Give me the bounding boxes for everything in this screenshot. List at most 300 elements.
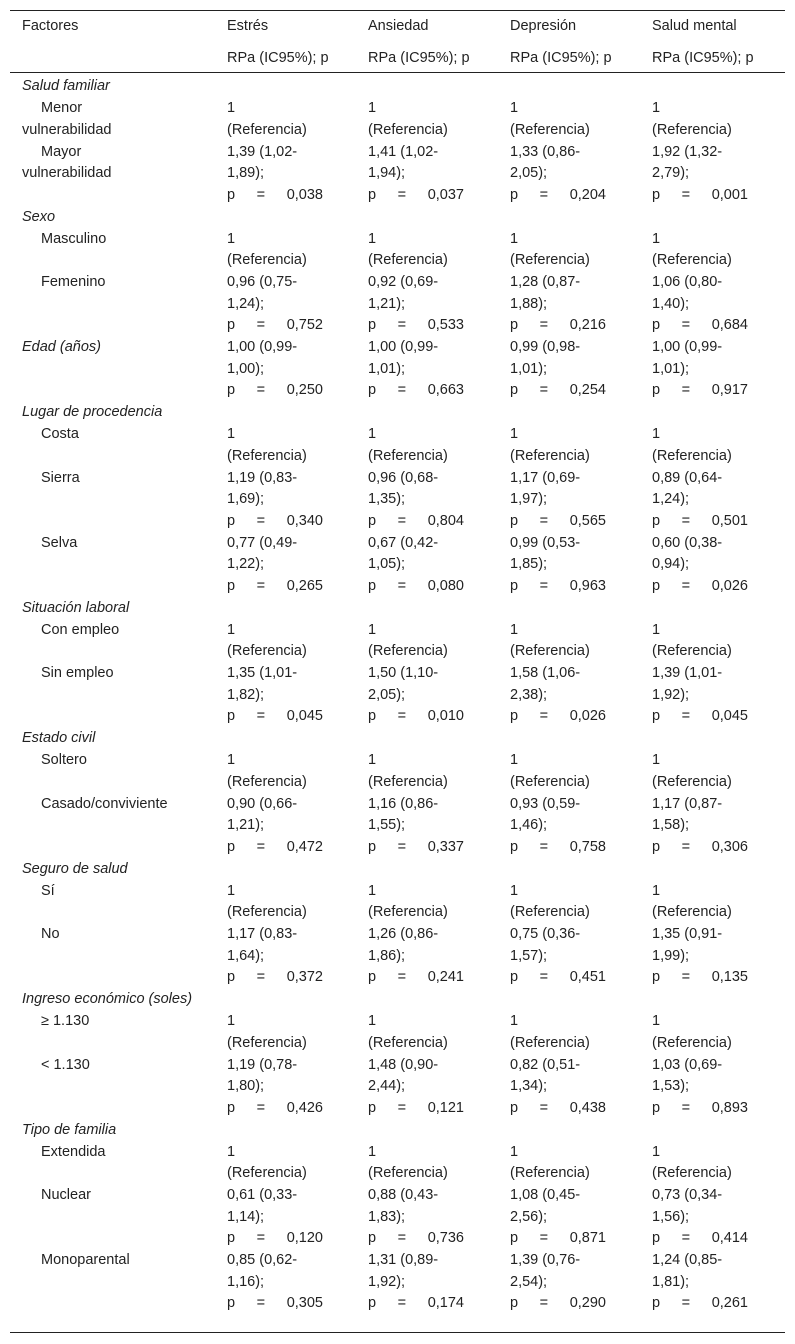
cell-depresion: 0,99 (0,98- (510, 339, 581, 355)
p-value (652, 380, 748, 402)
p-value (510, 1228, 606, 1250)
p-symbol: p (227, 969, 236, 985)
row-group-label: Lugar de procedencia (22, 404, 163, 420)
p-symbol: p (510, 317, 519, 333)
p-symbol: p (227, 577, 236, 594)
p-number: 0,501 (711, 512, 748, 529)
p-equals: = (397, 969, 407, 985)
cell-estres: 1,17 (0,83- (227, 926, 298, 942)
row-label: Nuclear (41, 1187, 91, 1203)
cell-salud-mental: 1,35 (0,91- (652, 926, 723, 942)
p-number: 0,893 (711, 1099, 748, 1116)
cell-estres: 1 (227, 426, 236, 442)
cell-depresion: 2,54); (510, 1273, 548, 1290)
p-value (652, 1098, 748, 1120)
cell-estres: 1 (227, 752, 236, 768)
p-value (652, 511, 748, 533)
row-group-label: Salud familiar (22, 78, 110, 94)
cell-depresion: 1,08 (0,45- (510, 1187, 581, 1203)
row-label: vulnerabilidad (22, 121, 112, 138)
p-equals: = (397, 838, 407, 855)
cell-depresion: (Referencia) (510, 773, 590, 790)
p-equals: = (681, 1295, 691, 1311)
p-equals: = (256, 838, 266, 855)
p-number: 0,963 (569, 577, 606, 594)
p-equals: = (539, 1295, 549, 1311)
p-equals: = (539, 1099, 549, 1116)
cell-ansiedad: 1,16 (0,86- (368, 795, 439, 812)
cell-depresion: 1 (510, 621, 519, 638)
cell-estres: (Referencia) (227, 904, 307, 920)
row-label: Sí (41, 882, 55, 899)
cell-ansiedad: (Referencia) (368, 1034, 448, 1051)
cell-depresion: 0,99 (0,53- (510, 534, 581, 551)
p-symbol: p (652, 577, 661, 594)
cell-estres: 0,77 (0,49- (227, 534, 298, 551)
p-value (227, 967, 323, 989)
p-equals: = (681, 1099, 691, 1116)
p-number: 0,752 (286, 317, 323, 333)
row-label: Sin empleo (41, 665, 114, 681)
p-number: 0,026 (711, 577, 748, 594)
row-group-label: Sexo (22, 208, 56, 225)
p-symbol: p (368, 1099, 377, 1116)
row-group-label: Situación laboral (22, 599, 130, 616)
p-number: 0,758 (569, 838, 606, 855)
p-equals: = (397, 1099, 407, 1116)
cell-salud-mental: 1 (652, 100, 661, 116)
cell-depresion: 1,01); (510, 360, 548, 377)
p-number: 0,038 (286, 186, 323, 203)
p-equals: = (539, 969, 549, 985)
p-symbol: p (227, 1099, 236, 1116)
p-symbol: p (652, 838, 661, 855)
cell-salud-mental: 1 (652, 230, 661, 247)
row-group-label: Estado civil (22, 730, 96, 746)
p-value (368, 185, 464, 207)
p-number: 0,340 (286, 512, 323, 529)
p-value (652, 837, 748, 859)
cell-ansiedad: 1 (368, 1143, 377, 1160)
cell-salud-mental: 1,56); (652, 1208, 690, 1225)
cell-salud-mental: 1 (652, 1013, 661, 1029)
p-equals: = (681, 382, 691, 398)
p-equals: = (256, 1230, 266, 1246)
p-number: 0,080 (427, 577, 464, 594)
cell-estres: 1,21); (227, 817, 265, 833)
cell-salud-mental: 1,00 (0,99- (652, 339, 723, 355)
cell-salud-mental: 1,81); (652, 1273, 690, 1290)
cell-salud-mental: 2,79); (652, 165, 690, 181)
top-rule (10, 10, 785, 11)
cell-ansiedad: 1 (368, 752, 377, 768)
cell-estres: 1,69); (227, 491, 265, 507)
p-number: 0,451 (569, 969, 606, 985)
cell-ansiedad: 1 (368, 882, 377, 899)
cell-estres: 1 (227, 1143, 236, 1160)
header-rule (10, 72, 785, 73)
subheader-ansiedad: RPa (IC95%); p (368, 50, 470, 66)
header-salud-mental: Salud mental (652, 18, 737, 34)
p-number: 0,290 (569, 1295, 606, 1311)
p-symbol: p (652, 512, 661, 529)
p-number: 0,684 (711, 317, 748, 333)
cell-estres: 1 (227, 621, 236, 638)
p-symbol: p (510, 1295, 519, 1311)
p-value (368, 1293, 464, 1315)
cell-estres: 1,80); (227, 1078, 265, 1094)
p-number: 0,426 (286, 1099, 323, 1116)
cell-ansiedad: (Referencia) (368, 447, 448, 464)
p-symbol: p (510, 969, 519, 985)
cell-salud-mental: 1 (652, 752, 661, 768)
p-value (227, 576, 323, 598)
header-factores: Factores (22, 18, 79, 34)
row-label: No (41, 926, 60, 942)
cell-depresion: 1,57); (510, 947, 548, 964)
p-value (652, 1228, 748, 1250)
p-symbol: p (652, 1099, 661, 1116)
p-value (510, 511, 606, 533)
cell-salud-mental: 1,39 (1,01- (652, 665, 723, 681)
row-label: Extendida (41, 1143, 106, 1160)
cell-depresion: (Referencia) (510, 904, 590, 920)
p-symbol: p (227, 1230, 236, 1246)
row-label: Edad (años) (22, 339, 101, 355)
cell-salud-mental: (Referencia) (652, 121, 732, 138)
cell-depresion: 1,97); (510, 491, 548, 507)
cell-ansiedad: 1,00 (0,99- (368, 339, 439, 355)
cell-ansiedad: 0,92 (0,69- (368, 274, 439, 290)
p-symbol: p (227, 186, 236, 203)
cell-salud-mental: 1,99); (652, 947, 690, 964)
p-number: 0,120 (286, 1230, 323, 1246)
p-symbol: p (652, 969, 661, 985)
p-value (368, 1228, 464, 1250)
p-symbol: p (227, 1295, 236, 1311)
cell-salud-mental: 1,03 (0,69- (652, 1056, 723, 1073)
p-symbol: p (368, 969, 377, 985)
cell-ansiedad: 1,01); (368, 360, 406, 377)
row-label: Selva (41, 534, 78, 551)
cell-ansiedad: 2,05); (368, 686, 406, 703)
p-equals: = (539, 577, 549, 594)
cell-salud-mental: 1,58); (652, 817, 690, 833)
p-value (510, 967, 606, 989)
p-symbol: p (368, 577, 377, 594)
p-value (227, 706, 323, 728)
p-symbol: p (368, 512, 377, 529)
cell-salud-mental: 1,53); (652, 1078, 690, 1094)
cell-salud-mental: 1,01); (652, 360, 690, 377)
p-equals: = (539, 317, 549, 333)
p-value (652, 185, 748, 207)
p-number: 0,438 (569, 1099, 606, 1116)
cell-ansiedad: 1,05); (368, 556, 406, 572)
p-number: 0,250 (286, 382, 323, 398)
p-number: 0,804 (427, 512, 464, 529)
row-label: Menor (41, 100, 83, 116)
cell-estres: 1,19 (0,78- (227, 1056, 298, 1073)
cell-estres: 1,00 (0,99- (227, 339, 298, 355)
p-number: 0,174 (427, 1295, 464, 1311)
cell-depresion: (Referencia) (510, 121, 590, 138)
p-equals: = (539, 512, 549, 529)
p-number: 0,663 (427, 382, 464, 398)
p-symbol: p (368, 708, 377, 724)
cell-depresion: (Referencia) (510, 1165, 590, 1181)
cell-estres: 0,61 (0,33- (227, 1187, 298, 1203)
p-value (368, 315, 464, 337)
p-equals: = (256, 969, 266, 985)
cell-salud-mental: (Referencia) (652, 1034, 732, 1051)
row-label: Mayor (41, 143, 82, 160)
cell-ansiedad: (Referencia) (368, 252, 448, 268)
row-label: Casado/conviviente (41, 795, 168, 812)
p-value (510, 380, 606, 402)
p-symbol: p (652, 1295, 661, 1311)
subheader-salud-mental: RPa (IC95%); p (652, 50, 754, 66)
cell-estres: (Referencia) (227, 1165, 307, 1181)
cell-ansiedad: (Referencia) (368, 773, 448, 790)
p-equals: = (256, 708, 266, 724)
cell-ansiedad: 0,96 (0,68- (368, 469, 439, 486)
cell-depresion: 2,56); (510, 1208, 548, 1225)
p-value (368, 837, 464, 859)
cell-estres: 1 (227, 1013, 236, 1029)
cell-estres: 1,39 (1,02- (227, 143, 298, 160)
p-symbol: p (368, 838, 377, 855)
p-number: 0,001 (711, 186, 748, 203)
p-equals: = (256, 186, 266, 203)
cell-estres: 1,64); (227, 947, 265, 964)
cell-salud-mental: 0,73 (0,34- (652, 1187, 723, 1203)
p-symbol: p (510, 382, 519, 398)
p-number: 0,414 (711, 1230, 748, 1246)
cell-estres: 1,14); (227, 1208, 265, 1225)
p-number: 0,216 (569, 317, 606, 333)
results-table (10, 0, 785, 1344)
p-number: 0,135 (711, 969, 748, 985)
p-equals: = (397, 382, 407, 398)
p-equals: = (539, 382, 549, 398)
cell-estres: 1,22); (227, 556, 265, 572)
cell-ansiedad: 1 (368, 1013, 377, 1029)
cell-salud-mental: 1,24 (0,85- (652, 1252, 723, 1268)
cell-ansiedad: 2,44); (368, 1078, 406, 1094)
p-symbol: p (652, 186, 661, 203)
cell-salud-mental: (Referencia) (652, 1165, 732, 1181)
p-value (227, 511, 323, 533)
p-equals: = (397, 1230, 407, 1246)
p-number: 0,045 (286, 708, 323, 724)
cell-depresion: 1,17 (0,69- (510, 469, 581, 486)
p-symbol: p (510, 512, 519, 529)
p-equals: = (681, 708, 691, 724)
cell-ansiedad: 1 (368, 426, 377, 442)
cell-ansiedad: 1,26 (0,86- (368, 926, 439, 942)
p-number: 0,337 (427, 838, 464, 855)
p-symbol: p (227, 708, 236, 724)
p-value (368, 380, 464, 402)
cell-depresion: (Referencia) (510, 643, 590, 659)
cell-ansiedad: (Referencia) (368, 1165, 448, 1181)
cell-salud-mental: 1,40); (652, 295, 690, 312)
p-value (652, 967, 748, 989)
cell-salud-mental: 1 (652, 1143, 661, 1160)
cell-depresion: (Referencia) (510, 447, 590, 464)
p-equals: = (539, 838, 549, 855)
subheader-depresion: RPa (IC95%); p (510, 50, 612, 66)
cell-estres: 1,16); (227, 1273, 265, 1290)
p-value (227, 1228, 323, 1250)
p-equals: = (256, 512, 266, 529)
cell-estres: (Referencia) (227, 252, 307, 268)
cell-ansiedad: 1,92); (368, 1273, 406, 1290)
p-symbol: p (368, 317, 377, 333)
p-value (227, 315, 323, 337)
p-equals: = (397, 317, 407, 333)
row-label: < 1.130 (41, 1056, 90, 1073)
p-value (510, 1293, 606, 1315)
p-number: 0,736 (427, 1230, 464, 1246)
p-number: 0,204 (569, 186, 606, 203)
cell-depresion: (Referencia) (510, 252, 590, 268)
cell-ansiedad: 1,41 (1,02- (368, 143, 439, 160)
p-symbol: p (652, 382, 661, 398)
p-equals: = (681, 838, 691, 855)
p-equals: = (256, 1295, 266, 1311)
header-ansiedad: Ansiedad (368, 18, 429, 34)
p-value (510, 1098, 606, 1120)
p-value (652, 1293, 748, 1315)
cell-salud-mental: 1 (652, 426, 661, 442)
p-symbol: p (227, 382, 236, 398)
p-value (227, 1293, 323, 1315)
p-number: 0,241 (427, 969, 464, 985)
p-value (227, 1098, 323, 1120)
row-group-label: Ingreso económico (soles) (22, 991, 193, 1007)
cell-estres: 0,96 (0,75- (227, 274, 298, 290)
p-equals: = (681, 512, 691, 529)
cell-estres: 1 (227, 100, 236, 116)
p-symbol: p (227, 512, 236, 529)
p-value (510, 837, 606, 859)
p-symbol: p (368, 1295, 377, 1311)
p-equals: = (256, 577, 266, 594)
row-label: Costa (41, 426, 79, 442)
p-number: 0,010 (427, 708, 464, 724)
cell-estres: 1,35 (1,01- (227, 665, 298, 681)
cell-depresion: 1,33 (0,86- (510, 143, 581, 160)
cell-depresion: 0,75 (0,36- (510, 926, 581, 942)
p-value (510, 315, 606, 337)
row-label: vulnerabilidad (22, 165, 112, 181)
p-number: 0,254 (569, 382, 606, 398)
p-symbol: p (652, 317, 661, 333)
cell-ansiedad: 1,48 (0,90- (368, 1056, 439, 1073)
p-equals: = (256, 382, 266, 398)
p-value (510, 706, 606, 728)
cell-salud-mental: 0,60 (0,38- (652, 534, 723, 551)
cell-depresion: 1,34); (510, 1078, 548, 1094)
cell-estres: 1,89); (227, 165, 265, 181)
p-value (368, 967, 464, 989)
cell-salud-mental: (Referencia) (652, 447, 732, 464)
p-number: 0,026 (569, 708, 606, 724)
cell-depresion: 1 (510, 1143, 519, 1160)
p-number: 0,372 (286, 969, 323, 985)
cell-estres: 0,85 (0,62- (227, 1252, 298, 1268)
cell-salud-mental: 1,17 (0,87- (652, 795, 723, 812)
cell-salud-mental: 0,89 (0,64- (652, 469, 723, 486)
cell-depresion: 1,88); (510, 295, 548, 312)
p-symbol: p (368, 186, 377, 203)
cell-ansiedad: (Referencia) (368, 643, 448, 659)
cell-ansiedad: 1,55); (368, 817, 406, 833)
cell-ansiedad: 1,83); (368, 1208, 406, 1225)
cell-ansiedad: 1,35); (368, 491, 406, 507)
cell-estres: (Referencia) (227, 121, 307, 138)
p-number: 0,472 (286, 838, 323, 855)
p-equals: = (681, 969, 691, 985)
cell-estres: 1,24); (227, 295, 265, 312)
cell-estres: 1,19 (0,83- (227, 469, 298, 486)
cell-ansiedad: 1,50 (1,10- (368, 665, 439, 681)
p-equals: = (681, 1230, 691, 1246)
p-equals: = (256, 1099, 266, 1116)
p-value (652, 576, 748, 598)
p-number: 0,265 (286, 577, 323, 594)
p-symbol: p (652, 708, 661, 724)
cell-depresion: 1,39 (0,76- (510, 1252, 581, 1268)
cell-estres: 1,82); (227, 686, 265, 703)
cell-ansiedad: (Referencia) (368, 121, 448, 138)
p-number: 0,306 (711, 838, 748, 855)
p-equals: = (539, 708, 549, 724)
p-value (652, 706, 748, 728)
cell-salud-mental: 1,92 (1,32- (652, 143, 723, 160)
cell-salud-mental: (Referencia) (652, 904, 732, 920)
cell-estres: 1 (227, 882, 236, 899)
header-estres: Estrés (227, 18, 269, 34)
row-label: Femenino (41, 274, 106, 290)
p-equals: = (539, 1230, 549, 1246)
cell-depresion: (Referencia) (510, 1034, 590, 1051)
p-number: 0,261 (711, 1295, 748, 1311)
cell-ansiedad: 0,67 (0,42- (368, 534, 439, 551)
cell-ansiedad: (Referencia) (368, 904, 448, 920)
p-symbol: p (368, 382, 377, 398)
cell-salud-mental: 1,92); (652, 686, 690, 703)
p-value (227, 380, 323, 402)
cell-salud-mental: 1 (652, 621, 661, 638)
subheader-estres: RPa (IC95%); p (227, 50, 329, 66)
cell-salud-mental: 1 (652, 882, 661, 899)
cell-depresion: 1 (510, 752, 519, 768)
p-symbol: p (652, 1230, 661, 1246)
cell-ansiedad: 1,31 (0,89- (368, 1252, 439, 1268)
cell-depresion: 1 (510, 230, 519, 247)
cell-estres: (Referencia) (227, 447, 307, 464)
p-equals: = (539, 186, 549, 203)
p-equals: = (681, 317, 691, 333)
p-value (652, 315, 748, 337)
cell-depresion: 1,46); (510, 817, 548, 833)
cell-estres: (Referencia) (227, 773, 307, 790)
p-equals: = (397, 708, 407, 724)
p-value (510, 576, 606, 598)
